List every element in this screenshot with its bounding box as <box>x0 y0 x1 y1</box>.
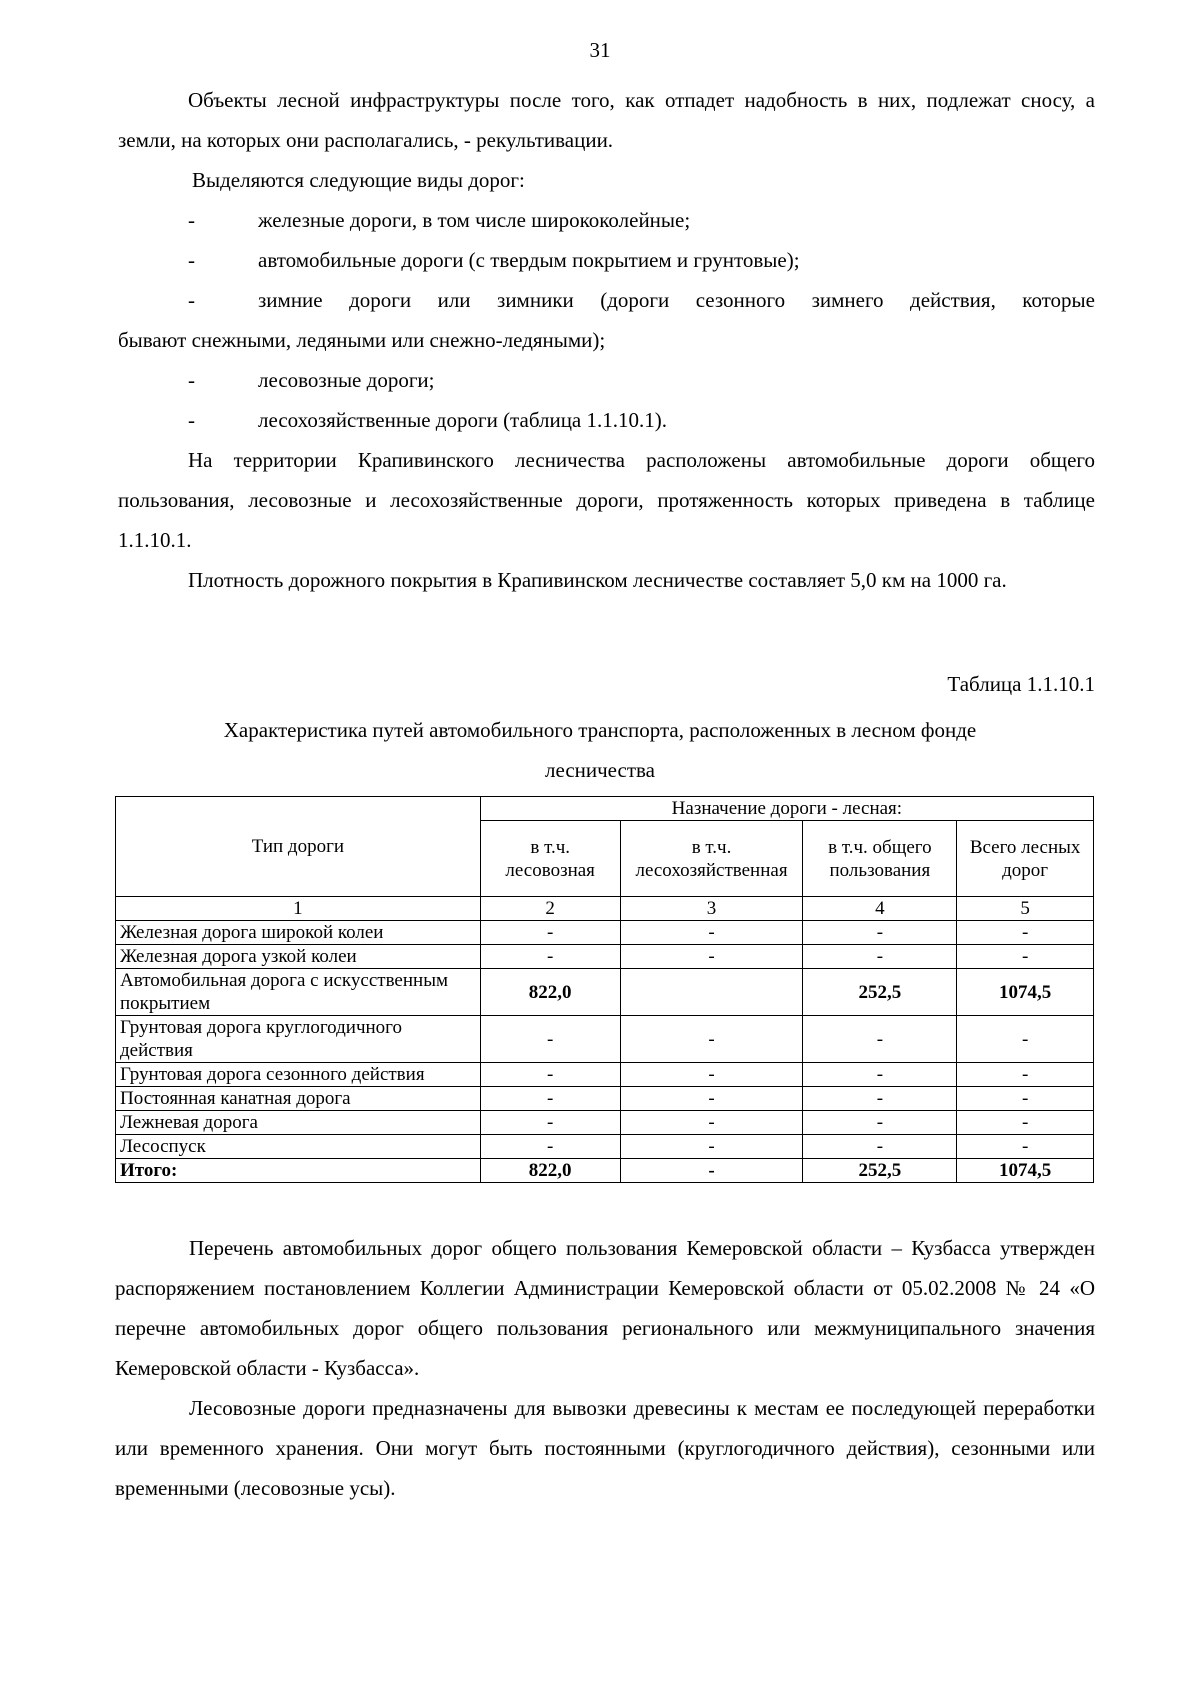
table-row: Постоянная канатная дорога - - - - <box>116 1087 1094 1111</box>
header-forestry: в т.ч. лесохозяйственная <box>620 821 803 897</box>
paragraph-territory: На территории Крапивинского лесничества расположены автомобильные дороги общего пользования, лесовозные и лесохозяйственные дороги, протяженность которых приведена в таблице 1.1.10.1. <box>118 448 1095 552</box>
list-item: - зимние дороги или зимники (дороги сезонного зимнего действия, которые <box>188 288 1095 312</box>
list-item: - лесовозные дороги; <box>188 368 435 392</box>
list-item: - лесохозяйственные дороги (таблица 1.1.10.1). <box>188 408 667 432</box>
paragraph-public-roads-list: Перечень автомобильных дорог общего пользования Кемеровской области – Кузбасса утвержден распоряжением постановлением Коллегии Администрации Кемеровской области от 05.02.2008 № 24 «О перечне автомобильных дорог общего пользования регионального или межмуниципального значения Кемеровской области - Кузбасса». <box>115 1236 1095 1380</box>
outro-section <box>115 1228 1095 1508</box>
paragraph-infrastructure: Объекты лесной инфраструктуры после того, как отпадет надобность в них, подлежат сносу, а земли, на которых они располагались, - рекультивации. <box>118 88 1095 152</box>
list-item: - железные дороги, в том числе ширококолейные; <box>188 208 691 232</box>
table-row: Железная дорога узкой колеи - - - - <box>116 945 1094 969</box>
header-road-type: Тип дороги <box>116 797 481 897</box>
intro-section <box>118 80 1095 600</box>
header-purpose-group: Назначение дороги - лесная: <box>480 797 1093 821</box>
header-total: Всего лесных дорог <box>957 821 1094 897</box>
page-number: 31 <box>589 38 611 62</box>
paragraph-density: Плотность дорожного покрытия в Крапивинском лесничестве составляет 5,0 км на 1000 га. <box>188 568 1007 592</box>
roads-table <box>115 796 1094 1183</box>
table-row: Грунтовая дорога круглогодичного действия - - - - <box>116 1016 1094 1063</box>
header-public: в т.ч. общего пользования <box>803 821 957 897</box>
list-item-continuation: бывают снежными, ледяными или снежно-ледяными); <box>118 328 606 352</box>
column-number-row: 1 2 3 4 5 <box>116 897 1094 921</box>
table-row: Автомобильная дорога с искусственным покрытием 822,0 252,5 1074,5 <box>116 969 1094 1016</box>
table-row: Железная дорога широкой колеи - - - - <box>116 921 1094 945</box>
table-row: Лесоспуск - - - - <box>116 1135 1094 1159</box>
list-item: - автомобильные дороги (с твердым покрытием и грунтовые); <box>188 248 800 272</box>
table-row: Грунтовая дорога сезонного действия - - - - <box>116 1063 1094 1087</box>
paragraph-logging-roads: Лесовозные дороги предназначены для вывозки древесины к местам ее последующей переработки или временного хранения. Они могут быть постоянными (круглогодичного действия), сезонными или временными (лесовозные усы). <box>115 1396 1095 1500</box>
table-caption: Таблица 1.1.10.1 <box>947 672 1095 696</box>
paragraph-road-types-intro: Выделяются следующие виды дорог: <box>192 168 525 192</box>
table-title: Характеристика путей автомобильного транспорта, расположенных в лесном фонде лесничества <box>223 718 977 782</box>
table-row: Лежневая дорога - - - - <box>116 1111 1094 1135</box>
table-total-row: Итого: 822,0 - 252,5 1074,5 <box>116 1159 1094 1183</box>
header-logging: в т.ч. лесовозная <box>480 821 620 897</box>
